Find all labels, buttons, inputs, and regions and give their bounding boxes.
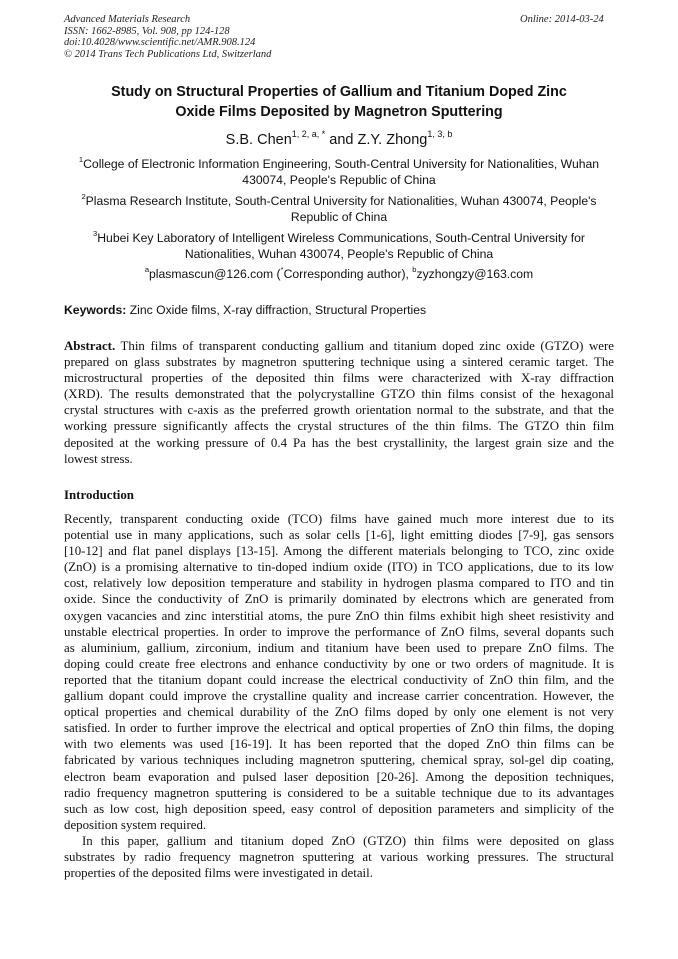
author-superscript: 1, 2, a, * (291, 129, 326, 140)
body-line: substrates by radio frequency magnetron sputtering at various working pressures. The structural (64, 850, 614, 865)
body-line: (ZnO) is a promising alternative to tin-doped indium oxide (ITO) in TCO applications, due to its low (64, 560, 614, 575)
journal-header (64, 14, 271, 60)
corresponding-note: Corresponding author), (283, 267, 413, 281)
affiliation-text: Republic of China (290, 210, 388, 224)
affiliation-text: Hubei Key Laboratory of Intelligent Wireless Communications, South-Central University for (97, 231, 585, 245)
body-line: optical properties and chemical durability of the ZnO films doped by only one element is not very (64, 705, 614, 720)
abstract-label: Abstract. (64, 339, 116, 353)
body-line: properties of the deposited films were investigated in detail. (64, 866, 373, 881)
body-line: deposition system required. (64, 817, 207, 832)
abstract (64, 338, 614, 467)
abstract-line: deposited at the working pressure of 0.4 Pa has the best crystallinity, the largest grain size and the (64, 435, 614, 450)
title-line: Oxide Films Deposited by Magnetron Sputtering (175, 104, 503, 120)
affiliation-superscript: 3 (93, 229, 98, 239)
abstract-line: working pressure significantly affects the crystal structures of the thin films. The GTZO thin film (64, 419, 614, 434)
body-line: oxide. Since the conductivity of ZnO is primarily dominated by electrons which are generated from (64, 592, 614, 607)
affiliation-text: 430074, People's Republic of China (242, 173, 436, 187)
journal-doi: doi:10.4028/www.scientific.net/AMR.908.124 (64, 37, 256, 48)
body-line: cost, relatively low deposition temperature and stability in hydrogen plasma compared to ITO and tin (64, 576, 614, 591)
body-line: reported that the titanium dopant could increase the electrical conductivity of ZnO thin film, and the (64, 672, 614, 687)
body-line: electron beam evaporation and pulsed laser deposition [20-26]. Among the deposition techniques, (64, 769, 614, 784)
body-line: Recently, transparent conducting oxide (TCO) films have gained much more interest due to its (64, 512, 614, 526)
online-date: Online: 2014-03-24 (520, 14, 604, 25)
journal-name: Advanced Materials Research (64, 14, 191, 25)
body-line: as aluminium, gallium, zirconium, indium and titanium have been used to prepare ZnO films. The (64, 640, 614, 655)
email-separator: ( (273, 267, 281, 281)
keywords (64, 302, 426, 318)
keywords-text: Zinc Oxide films, X-ray diffraction, Structural Properties (126, 303, 427, 317)
email-superscript: * (280, 265, 284, 275)
abstract-line: microstructural properties of the deposited thin films were characterized with X-ray diffraction (64, 371, 614, 386)
abstract-line: (XRD). The results demonstrated that the polycrystalline GTZO thin films consist of the hexagonal (64, 387, 614, 402)
email-link[interactable]: plasmascun@126.com (149, 267, 274, 281)
author-conjunction: and (325, 132, 358, 148)
paper-title (64, 82, 614, 122)
body-line: In this paper, gallium and titanium doped ZnO (GTZO) thin films were deposited on glass (82, 834, 614, 848)
abstract-line: crystal structures with c-axis as the preferred growth orientation normal to the substrate, and that the (64, 403, 614, 418)
author-emails (64, 266, 614, 282)
body-line: oxygen vacancies and zinc interstitial atoms, the pure ZnO thin films exhibit high sheet resistivity and (64, 608, 614, 623)
introduction-paragraph-1 (64, 511, 614, 833)
body-line: doping could create free electrons and enhance conductivity by one or two orders of magnitude. It is (64, 656, 614, 671)
title-line: Study on Structural Properties of Gallium and Titanium Doped Zinc (111, 84, 567, 100)
body-line: fabricated by various techniques including magnetron sputtering, chemical spray, sol-gel dip coating, (64, 753, 614, 768)
author-line (64, 131, 614, 149)
author-name: S.B. Chen (225, 132, 292, 148)
affiliation-1 (64, 156, 614, 188)
keywords-label: Keywords: (64, 303, 127, 317)
affiliation-superscript: 2 (81, 192, 86, 202)
affiliation-text: College of Electronic Information Engineering, South-Central University for Nationalities, Wuhan (83, 157, 600, 171)
journal-copyright: © 2014 Trans Tech Publications Ltd, Switzerland (64, 48, 272, 60)
affiliation-text: Plasma Research Institute, South-Central University for Nationalities, Wuhan 430074, People's (85, 194, 597, 208)
introduction-paragraph-2 (64, 833, 614, 881)
affiliation-3 (64, 230, 614, 262)
email-superscript: b (412, 265, 417, 275)
body-line: such as low cost, high deposition speed, easy control of deposition parameters and simplicity of the (64, 801, 614, 816)
affiliation-superscript: 1 (78, 155, 84, 165)
affiliation-2 (64, 193, 614, 225)
body-line: with two elements was used [16-19]. It has been reported that the doped ZnO thin films can be (64, 737, 614, 752)
email-link[interactable]: zyzhongzy@163.com (416, 267, 534, 281)
affiliation-text: Nationalities, Wuhan 430074, People's Republic of China (184, 247, 494, 261)
body-line: potential use in many applications, such as solar cells [1-6], light emitting diodes [7-9], gas sensors (64, 528, 614, 543)
email-superscript: a (144, 265, 150, 275)
section-heading-introduction: Introduction (64, 488, 134, 502)
journal-issn: ISSN: 1662-8985, Vol. 908, pp 124-128 (64, 25, 230, 37)
abstract-line: Thin films of transparent conducting gallium and titanium doped zinc oxide (GTZO) were (115, 339, 614, 353)
body-line: gallium dopant could improve the crystalline quality and increase carrier concentration. However, the (64, 689, 614, 704)
abstract-line: lowest stress. (64, 451, 133, 466)
author-name: Z.Y. Zhong (357, 132, 428, 148)
body-line: [10-12] and flat panel displays [13-15]. Among the different materials belonging to TCO, zinc oxide (64, 544, 614, 559)
body-line: radio frequency magnetron sputtering is considered to be a suitable technique due to its advantages (64, 785, 614, 800)
author-superscript: 1, 3, b (427, 129, 453, 140)
body-line: satisfied. In order to further improve the electrical and optical properties of ZnO thin films, the doping (64, 721, 614, 736)
body-line: unstable electrical properties. In order to improve the performance of ZnO films, several dopants such (64, 624, 614, 639)
abstract-line: prepared on glass substrates by magnetron sputtering technique using a sintered ceramic target. The (64, 355, 614, 370)
